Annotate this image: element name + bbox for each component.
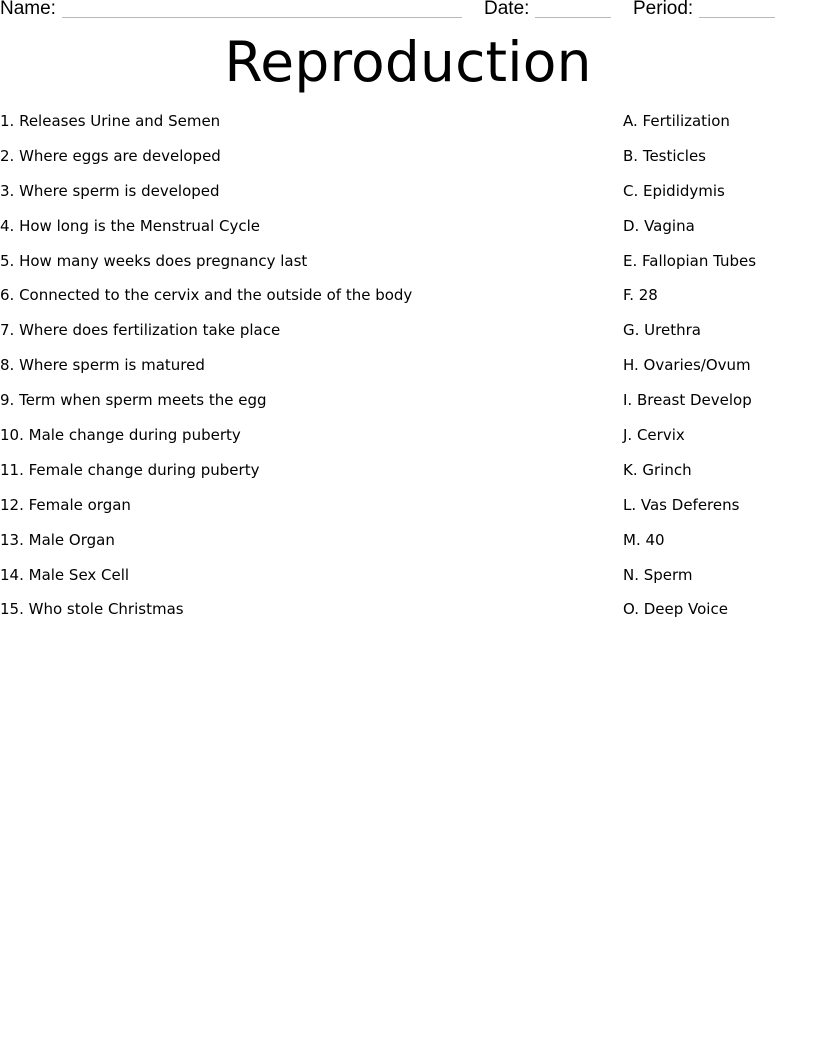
answer-item: D. Vagina bbox=[623, 216, 695, 235]
question-item: 13. Male Organ bbox=[0, 530, 115, 549]
answer-item: M. 40 bbox=[623, 530, 665, 549]
question-item: 7. Where does fertilization take place bbox=[0, 321, 281, 340]
period-blank-line bbox=[699, 17, 775, 18]
answer-item: A. Fertilization bbox=[623, 112, 730, 130]
answer-item: G. Urethra bbox=[623, 321, 701, 340]
page-title: Reproduction bbox=[224, 30, 592, 94]
question-item: 3. Where sperm is developed bbox=[0, 181, 220, 200]
question-item: 2. Where eggs are developed bbox=[0, 146, 221, 165]
question-item: 9. Term when sperm meets the egg bbox=[0, 391, 267, 410]
answer-list bbox=[623, 111, 813, 634]
question-item: 14. Male Sex Cell bbox=[0, 565, 130, 584]
answer-item: F. 28 bbox=[623, 286, 658, 305]
question-item: 15. Who stole Christmas bbox=[0, 600, 184, 619]
answer-item: E. Fallopian Tubes bbox=[623, 251, 757, 270]
answer-item: I. Breast Develop bbox=[623, 391, 752, 410]
date-label: Date: bbox=[484, 0, 530, 19]
period-label: Period: bbox=[633, 0, 694, 19]
name-label: Name: bbox=[0, 0, 56, 19]
question-item: 10. Male change during puberty bbox=[0, 426, 241, 445]
name-blank-line bbox=[62, 17, 462, 18]
answer-item: B. Testicles bbox=[623, 146, 706, 165]
question-item: 11. Female change during puberty bbox=[0, 460, 260, 479]
question-list bbox=[0, 111, 600, 634]
date-blank-line bbox=[535, 17, 611, 18]
worksheet-header bbox=[0, 0, 816, 24]
question-item: 8. Where sperm is matured bbox=[0, 356, 205, 375]
question-item: 6. Connected to the cervix and the outside of the body bbox=[0, 286, 413, 305]
answer-item: O. Deep Voice bbox=[623, 600, 728, 619]
question-item: 4. How long is the Menstrual Cycle bbox=[0, 216, 261, 235]
question-item: 5. How many weeks does pregnancy last bbox=[0, 251, 308, 270]
answer-item: L. Vas Deferens bbox=[623, 495, 740, 514]
answer-item: K. Grinch bbox=[623, 460, 692, 479]
answer-item: J. Cervix bbox=[623, 426, 685, 445]
answer-item: N. Sperm bbox=[623, 565, 693, 584]
question-item: 1. Releases Urine and Semen bbox=[0, 112, 221, 130]
answer-item: H. Ovaries/Ovum bbox=[623, 356, 751, 375]
answer-item: C. Epididymis bbox=[623, 181, 725, 200]
question-item: 12. Female organ bbox=[0, 495, 131, 514]
